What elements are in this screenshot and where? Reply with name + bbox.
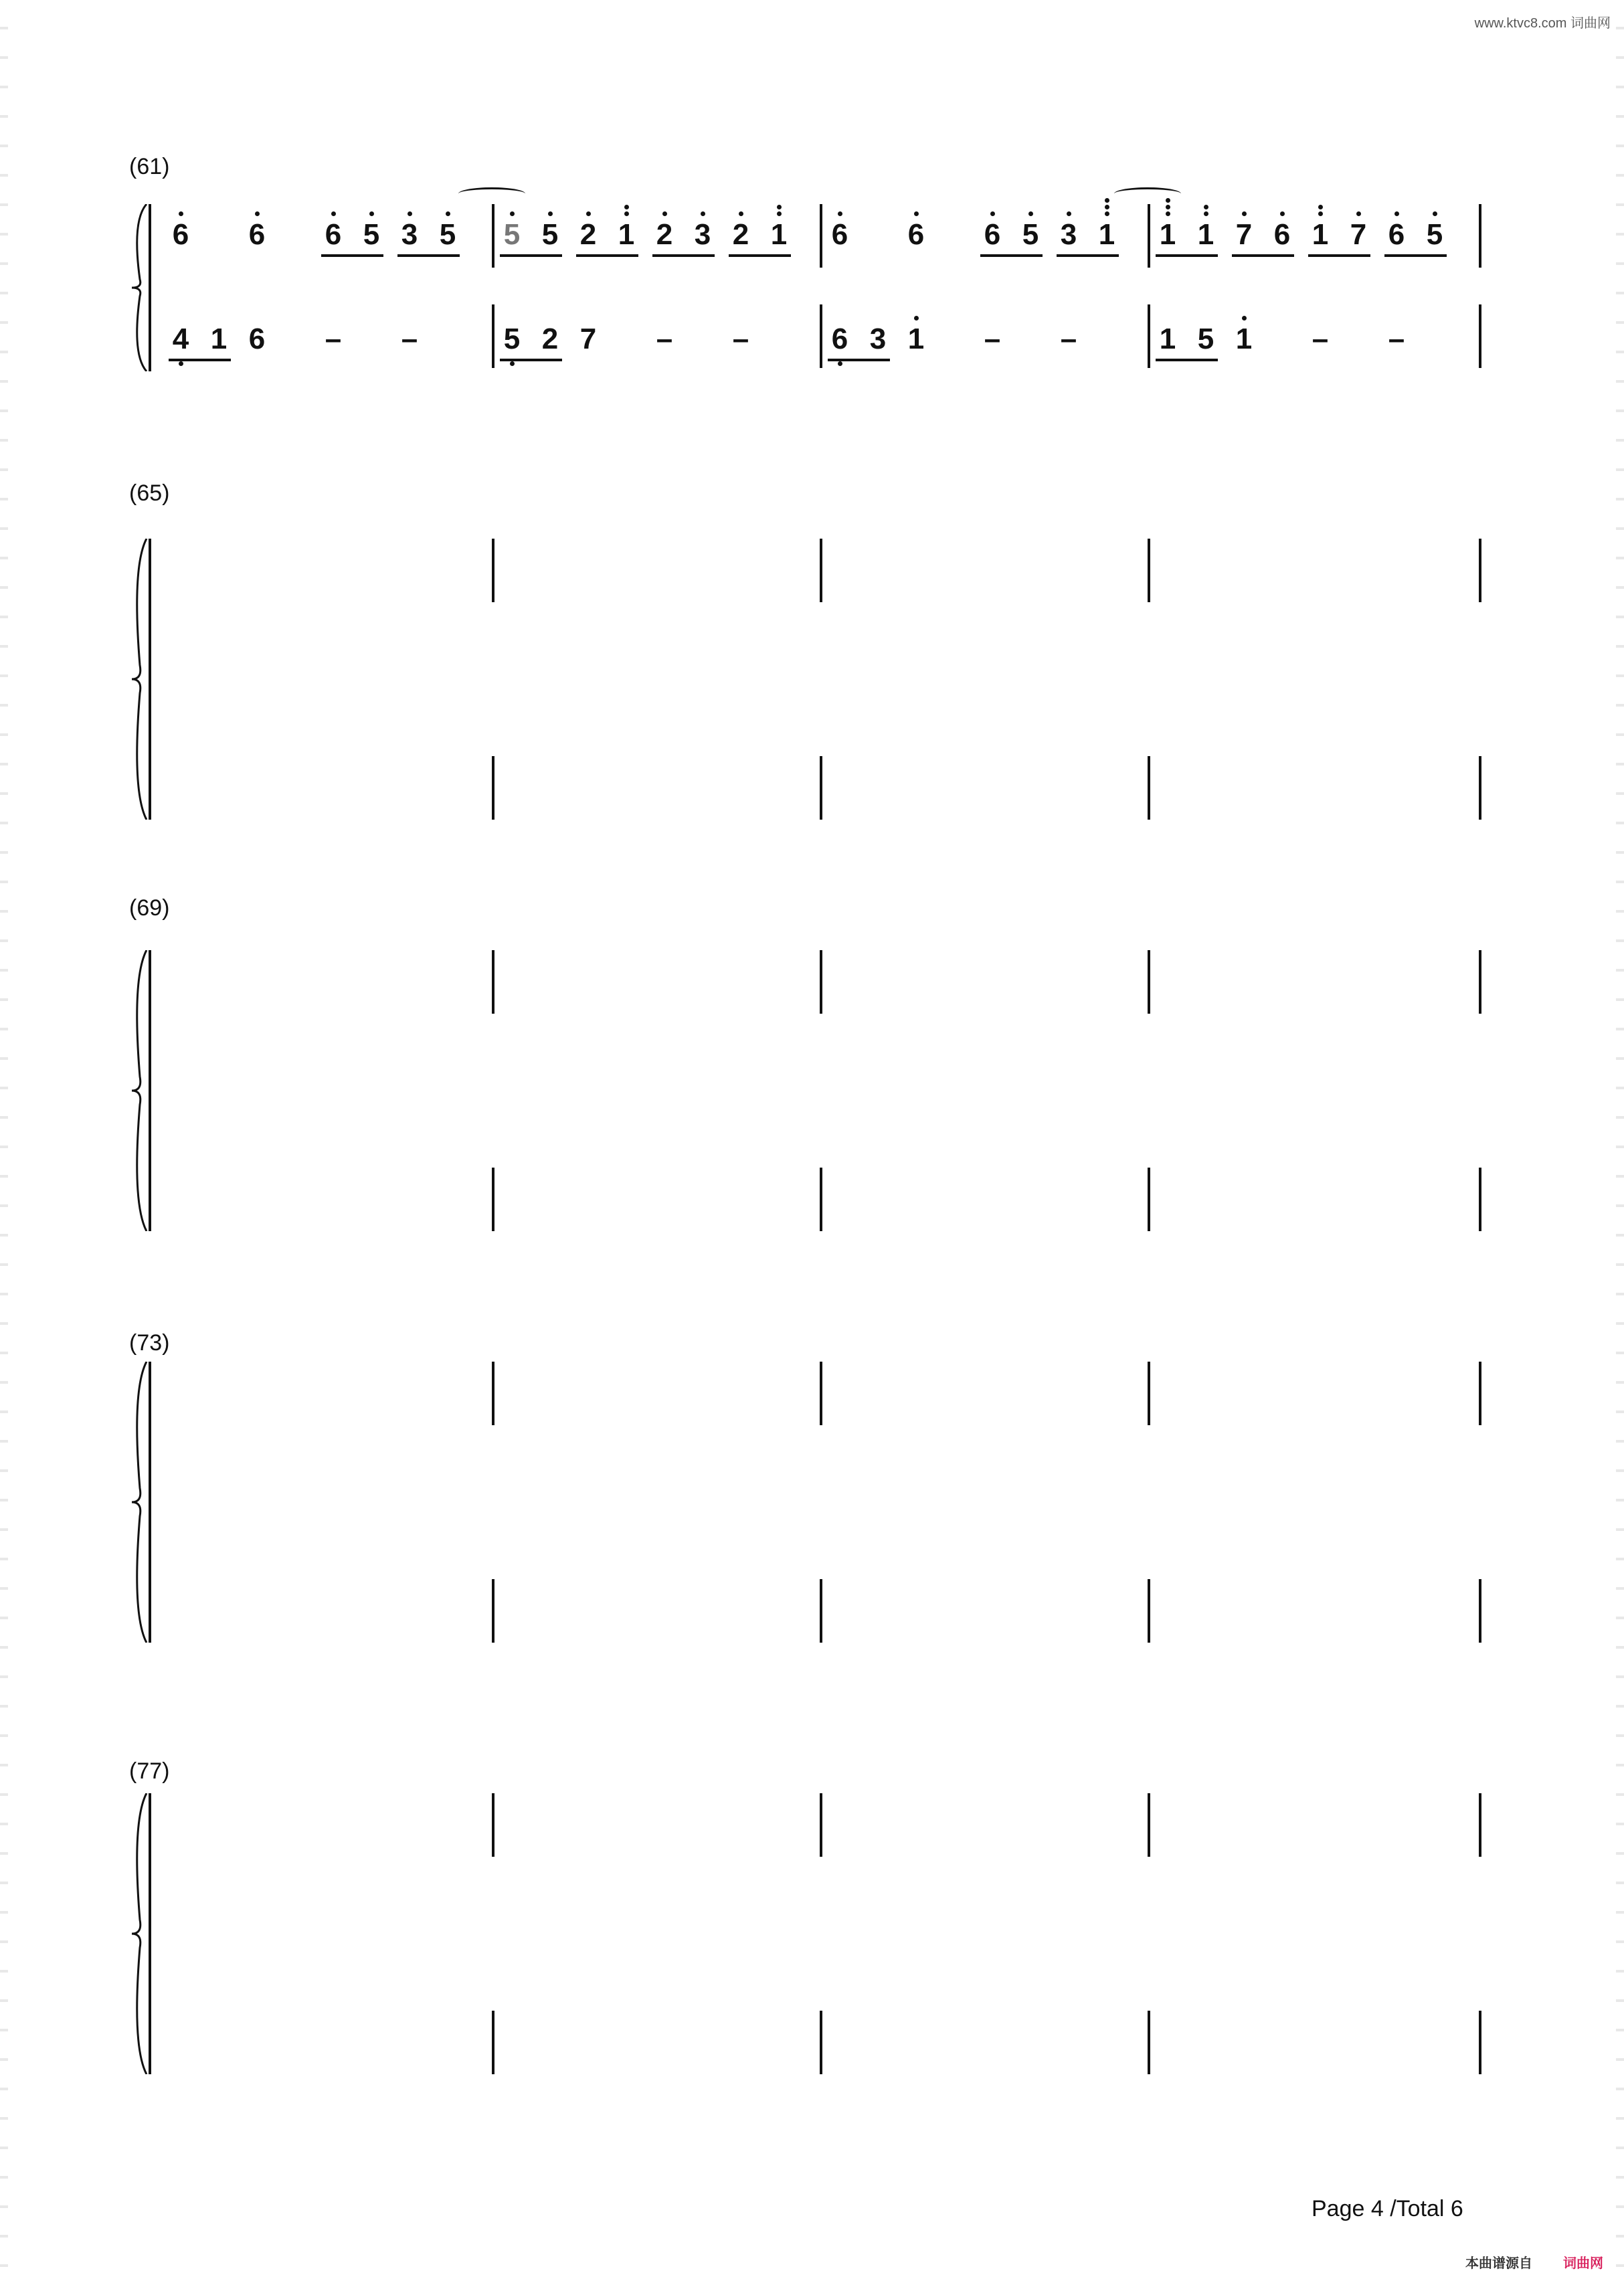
barline — [492, 2011, 494, 2074]
barline — [1148, 2011, 1150, 2074]
note: 3 — [869, 323, 887, 355]
barline — [1479, 950, 1481, 1014]
grand-staff-brace — [129, 1362, 149, 1643]
note: – — [1060, 323, 1077, 355]
note: – — [1388, 323, 1405, 355]
octave-dot-high — [1105, 205, 1109, 209]
barline — [1148, 950, 1150, 1014]
measure-number: (69) — [129, 895, 170, 921]
note: 1 — [1235, 323, 1253, 355]
note: 7 — [579, 323, 597, 355]
note: 6 — [984, 218, 1001, 251]
barline — [492, 539, 494, 602]
octave-dot-high — [701, 211, 705, 216]
note: – — [401, 323, 418, 355]
eighth-beam — [500, 359, 562, 361]
note: 3 — [1060, 218, 1077, 251]
page-number: Page 4 /Total 6 — [1312, 2196, 1463, 2221]
note: 1 — [618, 218, 635, 251]
eighth-beam — [1384, 254, 1447, 257]
note: – — [656, 323, 673, 355]
note: – — [732, 323, 749, 355]
barline — [1479, 2011, 1481, 2074]
note: 6 — [907, 218, 925, 251]
octave-dot-high — [331, 211, 336, 216]
footer-brand-logo: 词曲网 — [1563, 2256, 1603, 2271]
note: 7 — [1350, 218, 1367, 251]
octave-dot-high — [1105, 198, 1109, 203]
eighth-beam — [1156, 254, 1218, 257]
note: – — [984, 323, 1001, 355]
octave-dot-high — [1318, 205, 1323, 209]
barline — [492, 304, 494, 368]
octave-dot-high — [510, 211, 515, 216]
note: 5 — [503, 218, 521, 251]
note: 3 — [694, 218, 711, 251]
octave-dot-high — [914, 211, 919, 216]
measure-number: (73) — [129, 1330, 170, 1356]
barline — [1148, 1793, 1150, 1857]
eighth-beam — [500, 254, 562, 257]
barline — [492, 1168, 494, 1231]
octave-dot-high — [838, 211, 842, 216]
octave-dot-high — [662, 211, 667, 216]
barline — [1479, 304, 1481, 368]
note: 6 — [1273, 218, 1291, 251]
octave-dot-high — [990, 211, 995, 216]
octave-dot-high — [1242, 316, 1247, 321]
note: 5 — [503, 323, 521, 355]
eighth-beam — [321, 254, 383, 257]
octave-dot-high — [1166, 205, 1170, 209]
grand-staff-brace — [129, 1793, 149, 2074]
barline — [492, 950, 494, 1014]
octave-dot-high — [1204, 211, 1208, 216]
barline — [492, 756, 494, 820]
note: 1 — [1159, 218, 1176, 251]
octave-dot-high — [1242, 211, 1247, 216]
footer-source-label: 本曲谱源自 — [1465, 2256, 1532, 2271]
barline — [1148, 204, 1150, 268]
barline — [1479, 756, 1481, 820]
octave-dot-high — [369, 211, 374, 216]
note: 4 — [172, 323, 189, 355]
note: 2 — [541, 323, 559, 355]
note: 6 — [248, 218, 266, 251]
eighth-beam — [980, 254, 1043, 257]
note: 6 — [325, 218, 342, 251]
measure-number: (65) — [129, 480, 170, 506]
barline — [1148, 304, 1150, 368]
note: 2 — [732, 218, 749, 251]
octave-dot-high — [777, 211, 782, 216]
barline — [820, 1362, 822, 1425]
measure-number: (61) — [129, 154, 170, 179]
barline — [820, 539, 822, 602]
note: 2 — [579, 218, 597, 251]
octave-dot-high — [1166, 211, 1170, 216]
grand-staff-brace — [129, 539, 149, 820]
note: 2 — [656, 218, 673, 251]
barline — [820, 2011, 822, 2074]
note: 1 — [1312, 218, 1329, 251]
note: 6 — [1388, 218, 1405, 251]
watermark-url: www.ktvc8.com 词曲网 — [1474, 16, 1611, 31]
octave-dot-high — [739, 211, 743, 216]
octave-dot-high — [624, 211, 629, 216]
note: – — [1312, 323, 1329, 355]
barline — [1148, 539, 1150, 602]
note: 6 — [831, 218, 848, 251]
barline — [1479, 1362, 1481, 1425]
note: 1 — [1159, 323, 1176, 355]
eighth-beam — [1232, 254, 1294, 257]
octave-dot-high — [548, 211, 553, 216]
octave-dot-high — [1356, 211, 1361, 216]
octave-dot-high — [1105, 211, 1109, 216]
barline — [1148, 1168, 1150, 1231]
octave-dot-high — [624, 205, 629, 209]
barline — [1479, 1793, 1481, 1857]
note: 5 — [1197, 323, 1214, 355]
barline — [820, 1168, 822, 1231]
barline — [1148, 1362, 1150, 1425]
note: 5 — [439, 218, 456, 251]
note: 5 — [1426, 218, 1443, 251]
barline — [1148, 1579, 1150, 1643]
octave-dot-high — [255, 211, 260, 216]
grand-staff-brace — [129, 204, 149, 371]
eighth-beam — [1308, 254, 1370, 257]
octave-dot-low — [179, 361, 183, 366]
octave-dot-high — [179, 211, 183, 216]
tie-slur — [1114, 187, 1181, 200]
note: 1 — [770, 218, 788, 251]
barline — [1479, 1168, 1481, 1231]
octave-dot-high — [1204, 205, 1208, 209]
note: 1 — [907, 323, 925, 355]
barline — [820, 1793, 822, 1857]
measure-number: (77) — [129, 1758, 170, 1784]
octave-dot-high — [408, 211, 412, 216]
barline — [1479, 1579, 1481, 1643]
octave-dot-high — [1394, 211, 1399, 216]
barline — [820, 1579, 822, 1643]
barline — [492, 1362, 494, 1425]
grand-staff-brace — [129, 950, 149, 1231]
octave-dot-high — [777, 205, 782, 209]
barline — [820, 756, 822, 820]
barline — [1148, 756, 1150, 820]
note: 1 — [1197, 218, 1214, 251]
eighth-beam — [397, 254, 460, 257]
note: 6 — [831, 323, 848, 355]
barline — [492, 1793, 494, 1857]
eighth-beam — [652, 254, 715, 257]
note: 1 — [1098, 218, 1115, 251]
octave-dot-high — [914, 316, 919, 321]
eighth-beam — [1057, 254, 1119, 257]
octave-dot-high — [1067, 211, 1071, 216]
barline — [1479, 204, 1481, 268]
barline — [1479, 539, 1481, 602]
barline — [820, 950, 822, 1014]
note: 5 — [1022, 218, 1039, 251]
octave-dot-high — [1028, 211, 1033, 216]
octave-dot-high — [1280, 211, 1285, 216]
eighth-beam — [828, 359, 890, 361]
octave-dot-high — [446, 211, 450, 216]
note: 3 — [401, 218, 418, 251]
barline — [820, 204, 822, 268]
note: 6 — [172, 218, 189, 251]
barline — [492, 1579, 494, 1643]
note: 6 — [248, 323, 266, 355]
octave-dot-low — [510, 361, 515, 366]
barline — [492, 204, 494, 268]
eighth-beam — [576, 254, 638, 257]
octave-dot-high — [1318, 211, 1323, 216]
tie-slur — [458, 187, 525, 200]
eighth-beam — [729, 254, 791, 257]
barline — [820, 304, 822, 368]
eighth-beam — [169, 359, 231, 361]
note: 5 — [363, 218, 380, 251]
note: 5 — [541, 218, 559, 251]
note: 1 — [210, 323, 228, 355]
octave-dot-high — [1433, 211, 1437, 216]
eighth-beam — [1156, 359, 1218, 361]
note: 7 — [1235, 218, 1253, 251]
octave-dot-high — [586, 211, 591, 216]
note: – — [325, 323, 342, 355]
octave-dot-low — [838, 361, 842, 366]
